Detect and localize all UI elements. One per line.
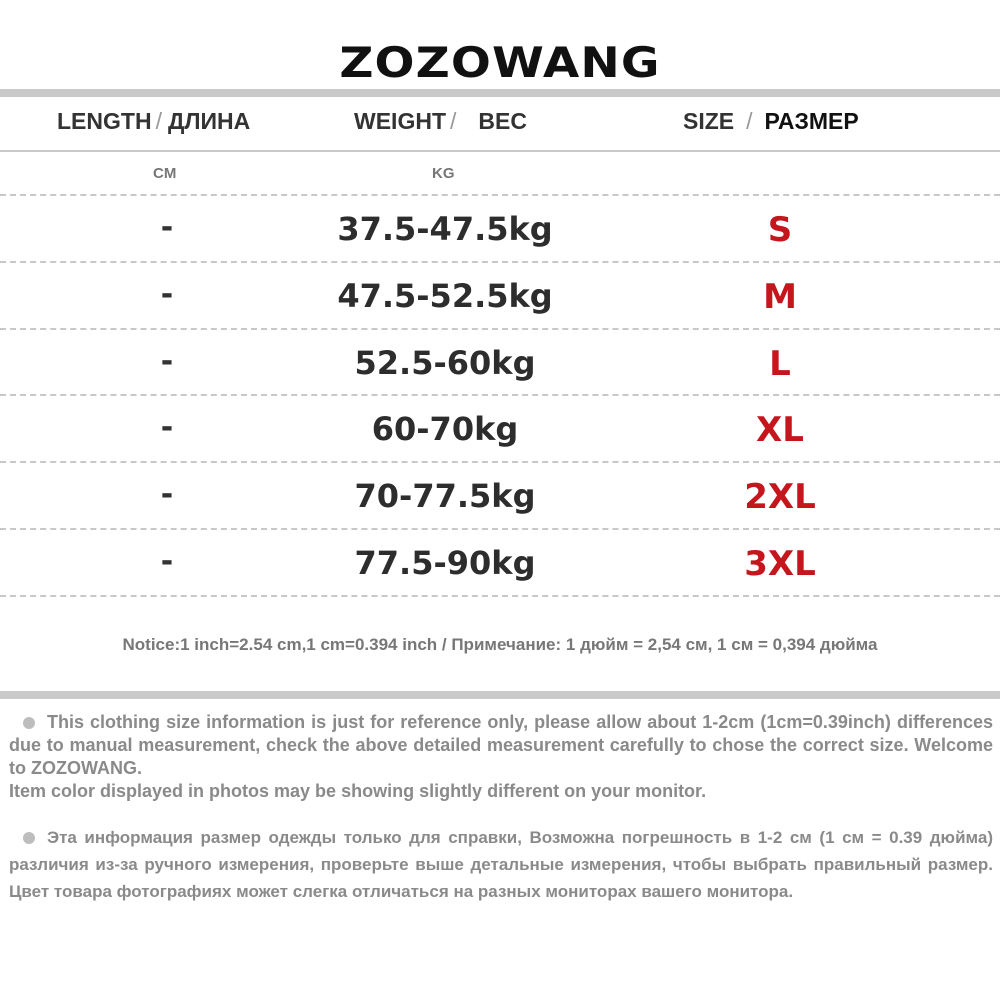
- table-row: [0, 544, 1000, 584]
- cell-length: -: [160, 544, 174, 579]
- row-divider: [0, 595, 1000, 597]
- disclaimer-english-color-note: Item color displayed in photos may be showing slightly different on your monitor.: [9, 781, 707, 801]
- cell-size: M: [763, 277, 797, 317]
- header-size: [683, 108, 859, 135]
- header-weight: [354, 108, 527, 135]
- table-row: [0, 410, 1000, 450]
- table-row: [0, 210, 1000, 250]
- header-size-ru: РАЗМЕР: [764, 108, 859, 134]
- bullet-icon: [23, 717, 35, 729]
- cell-size: L: [769, 344, 791, 384]
- header-length: [57, 108, 250, 135]
- table-row: [0, 277, 1000, 317]
- disclaimer-english-main: This clothing size information is just for reference only, please allow about 1-2cm (1cm=0.39inch) differences due to manual measurement, check the above detailed measurement carefully to chose the correct size. Welcome to ZOZOWANG.: [9, 712, 993, 778]
- conversion-notice: Notice:1 inch=2.54 cm,1 cm=0.394 inch / Примечание: 1 дюйм = 2,54 см, 1 см = 0,394 дюйма: [122, 635, 878, 654]
- header-weight-ru: ВЕС: [478, 108, 527, 134]
- cell-weight: 52.5-60kg: [354, 344, 536, 382]
- header-size-slash: /: [746, 108, 753, 134]
- header-weight-slash: /: [450, 108, 457, 134]
- cell-length: -: [160, 277, 174, 312]
- disclaimer-russian-text: Эта информация размер одежды только для справки, Возможна погрешность в 1-2 см (1 см = 0.39 дюйма) различия из-за ручного измерения, проверьте выше детальные измерения, чтобы выбрать правильный размер. Цвет товара фотографиях может слегка отличаться на разных мониторах вашего монитора.: [9, 828, 993, 901]
- cell-weight: 60-70kg: [371, 410, 519, 448]
- cell-size: S: [767, 210, 793, 250]
- header-length-slash: /: [155, 108, 162, 134]
- bullet-icon: [23, 832, 35, 844]
- header-length-ru: ДЛИНА: [167, 108, 251, 134]
- cell-length: -: [160, 344, 174, 379]
- header-divider: [0, 150, 1000, 152]
- table-row: [0, 477, 1000, 517]
- cell-weight: 77.5-90kg: [354, 544, 536, 582]
- row-divider: [0, 194, 1000, 196]
- table-header: [0, 108, 1000, 144]
- cell-size: 3XL: [744, 544, 816, 584]
- cell-size: XL: [756, 410, 804, 450]
- unit-weight: KG: [432, 165, 455, 182]
- cell-weight: 70-77.5kg: [354, 477, 536, 515]
- disclaimer-english: [9, 711, 993, 803]
- table-row: [0, 344, 1000, 384]
- bottom-divider-band: [0, 691, 1000, 699]
- unit-length: CM: [153, 165, 177, 182]
- row-divider: [0, 528, 1000, 530]
- top-divider-band: [0, 89, 1000, 97]
- cell-weight: 47.5-52.5kg: [337, 277, 553, 315]
- header-weight-en: WEIGHT: [354, 108, 446, 134]
- cell-length: -: [160, 477, 174, 512]
- row-divider: [0, 328, 1000, 330]
- disclaimer-russian: [9, 824, 993, 905]
- cell-weight: 37.5-47.5kg: [337, 210, 553, 248]
- row-divider: [0, 261, 1000, 263]
- row-divider: [0, 394, 1000, 396]
- brand-logo: ZOZOWANG: [339, 38, 661, 87]
- header-size-en: SIZE: [683, 108, 735, 134]
- cell-length: -: [160, 210, 174, 245]
- cell-size: 2XL: [744, 477, 816, 517]
- row-divider: [0, 461, 1000, 463]
- cell-length: -: [160, 410, 174, 445]
- header-length-en: LENGTH: [57, 108, 152, 134]
